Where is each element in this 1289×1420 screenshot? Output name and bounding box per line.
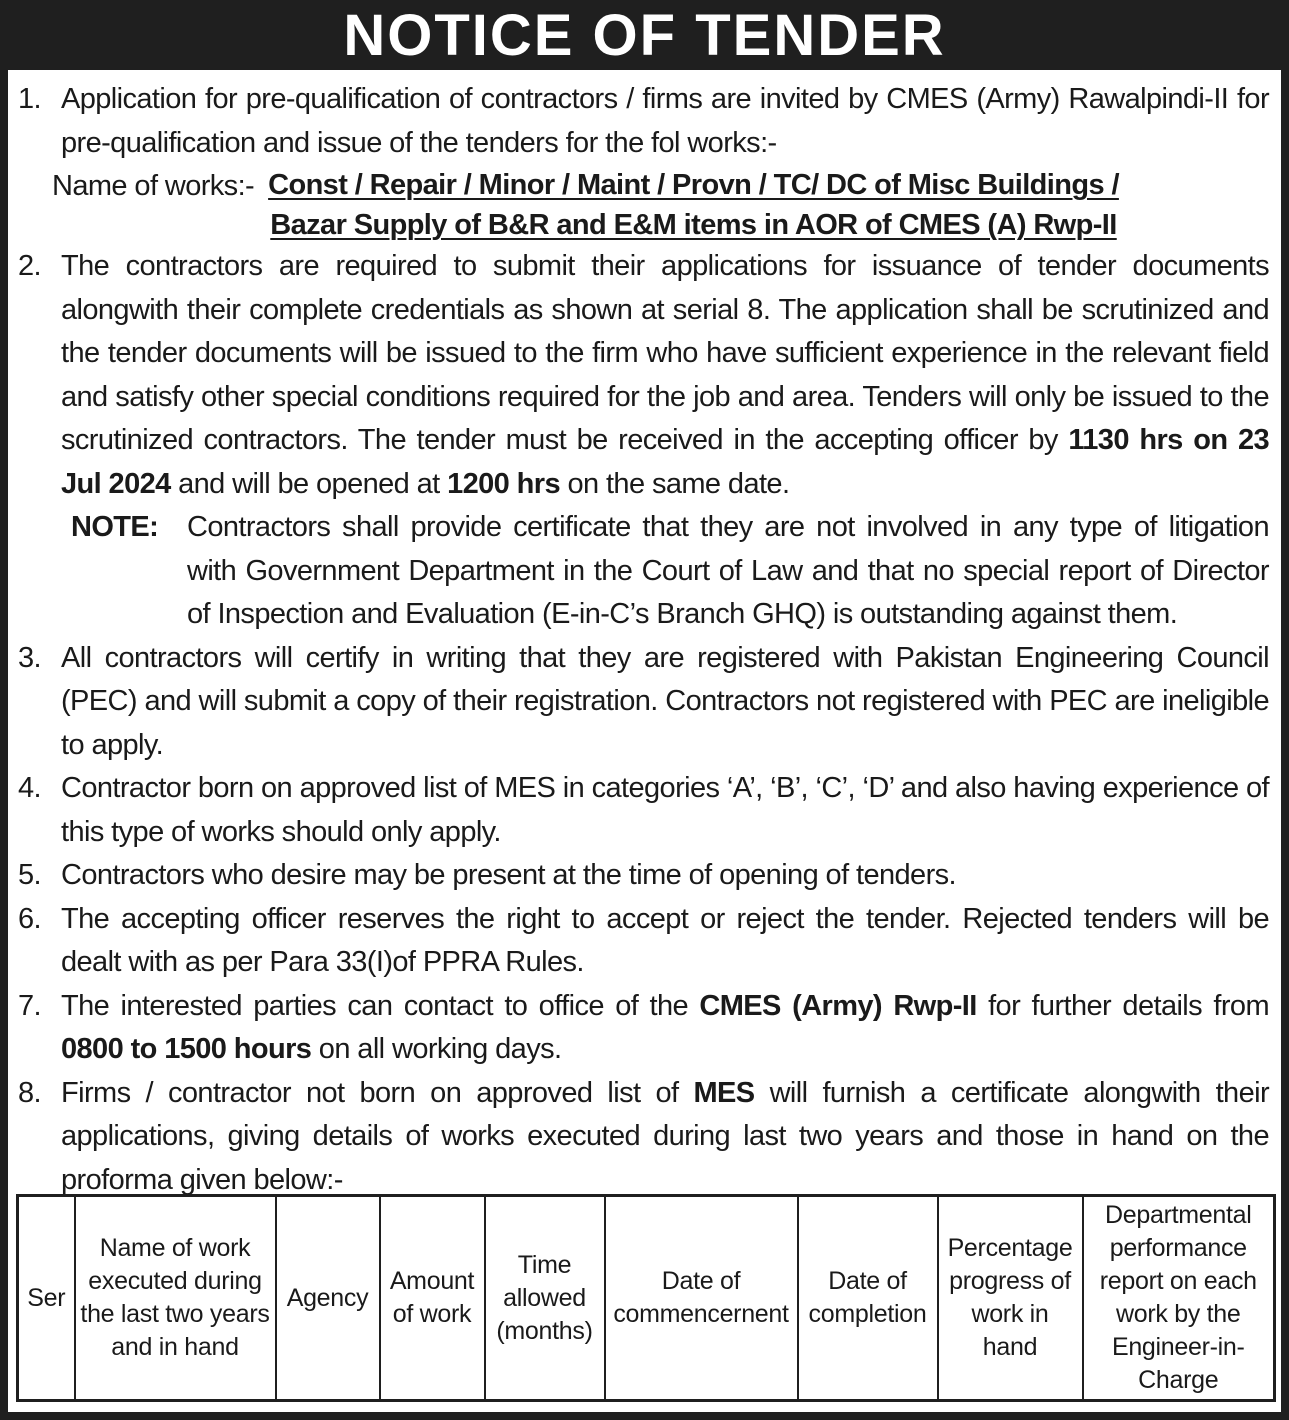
paragraph-4 <box>16 767 1269 854</box>
works-line-2: Bazar Supply of B&R and E&M items in AOR of CMES (A) Rwp-II <box>270 209 1117 241</box>
note-block <box>16 506 1269 637</box>
paragraph-text: The interested parties can contact to office of the <box>61 989 700 1022</box>
paragraph-7 <box>16 985 1269 1072</box>
column-header-date-completion: Date of completion <box>798 1196 938 1401</box>
note-label: NOTE: <box>71 511 159 543</box>
paragraph-number: 6. <box>18 902 41 935</box>
column-header-amount: Amount of work <box>380 1196 485 1401</box>
paragraph-text: on the same date. <box>560 467 790 500</box>
proforma-table <box>16 1194 1276 1402</box>
office-name: CMES (Army) Rwp-II <box>699 989 977 1022</box>
column-header-time-allowed: Time allowed (months) <box>485 1196 605 1401</box>
notice-body <box>16 78 1269 1202</box>
column-header-name-of-work: Name of work executed during the last two years and in hand <box>75 1196 276 1401</box>
paragraph-text: Contractors who desire may be present at the time of opening of tenders. <box>61 859 956 891</box>
paragraph-5 <box>16 854 1269 898</box>
paragraph-text: will furnish a certificate alongwith their applications, giving details of works executed during last two years and those in hand on the proforma given below:- <box>61 1076 1269 1196</box>
name-of-works <box>52 165 1269 245</box>
paragraph-1 <box>16 78 1269 165</box>
paragraph-2 <box>16 245 1269 506</box>
table-header-row <box>18 1196 1275 1401</box>
paragraph-6 <box>16 898 1269 985</box>
opening-time: 1200 hrs <box>447 467 560 500</box>
notice-title: NOTICE OF TENDER <box>0 0 1289 70</box>
column-header-date-commencement: Date of commencernent <box>605 1196 798 1401</box>
works-title <box>268 165 1119 245</box>
paragraph-text: and will be opened at <box>170 467 448 500</box>
mes-label: MES <box>693 1076 755 1109</box>
paragraph-number: 7. <box>18 989 41 1022</box>
paragraph-text: Application for pre-qualification of contractors / firms are invited by CMES (Army) Rawalpindi-II for pre-qualification and issue of the tenders for the fol works:- <box>61 83 1269 159</box>
paragraph-number: 3. <box>18 641 41 674</box>
column-header-percentage-progress: Percentage progress of work in hand <box>938 1196 1083 1401</box>
paragraph-number: 2. <box>18 250 41 282</box>
paragraph-number: 1. <box>18 83 41 115</box>
paragraph-8 <box>16 1072 1269 1203</box>
paragraph-text: on all working days. <box>311 1033 562 1065</box>
works-line-1: Const / Repair / Minor / Maint / Provn / TC/ DC of Misc Buildings / <box>268 169 1119 201</box>
paragraph-text: The contractors are required to submit their applications for issuance of tender documents alongwith their complete credentials as shown at serial 8. The application shall be scrutinized and the tender documents will be issued to the firm who have sufficient experience in the relevant field and satisfy other special conditions required for the job and area. Tenders will only be issued to the scrutinized contractors. The tender must be received in the accepting officer by <box>61 250 1269 456</box>
paragraph-text: The accepting officer reserves the right to accept or reject the tender. Rejected tenders will be dealt with as per Para 33(I)of PPRA Rules. <box>61 902 1269 978</box>
paragraph-number: 8. <box>18 1076 41 1109</box>
column-header-performance-report: Departmental performance report on each work by the Engineer-in-Charge <box>1083 1196 1275 1401</box>
paragraph-text: Firms / contractor not born on approved list of <box>61 1076 694 1109</box>
paragraph-number: 5. <box>18 859 41 891</box>
paragraph-number: 4. <box>18 772 41 804</box>
closing-time: 1130 hrs on 23 Jul 2024 <box>61 424 1270 500</box>
paragraph-text: Contractor born on approved list of MES in categories ‘A’, ‘B’, ‘C’, ‘D’ and also having experience of this type of works should only apply. <box>61 772 1269 848</box>
column-header-ser: Ser <box>18 1196 75 1401</box>
paragraph-text: for further details from <box>976 989 1269 1022</box>
office-hours: 0800 to 1500 hours <box>61 1033 312 1065</box>
paragraph-3 <box>16 637 1269 768</box>
paragraph-text: All contractors will certify in writing that they are registered with Pakistan Engineering Council (PEC) and will submit a copy of their registration. Contractors not registered with PEC are ineligible to apply. <box>61 641 1269 761</box>
note-text: Contractors shall provide certificate that they are not involved in any type of litigation with Government Department in the Court of Law and that no special report of Director of Inspection and Evaluation (E-in-C’s Branch GHQ) is outstanding against them. <box>187 511 1269 630</box>
column-header-agency: Agency <box>276 1196 380 1401</box>
works-label: Name of works:- <box>52 170 255 202</box>
